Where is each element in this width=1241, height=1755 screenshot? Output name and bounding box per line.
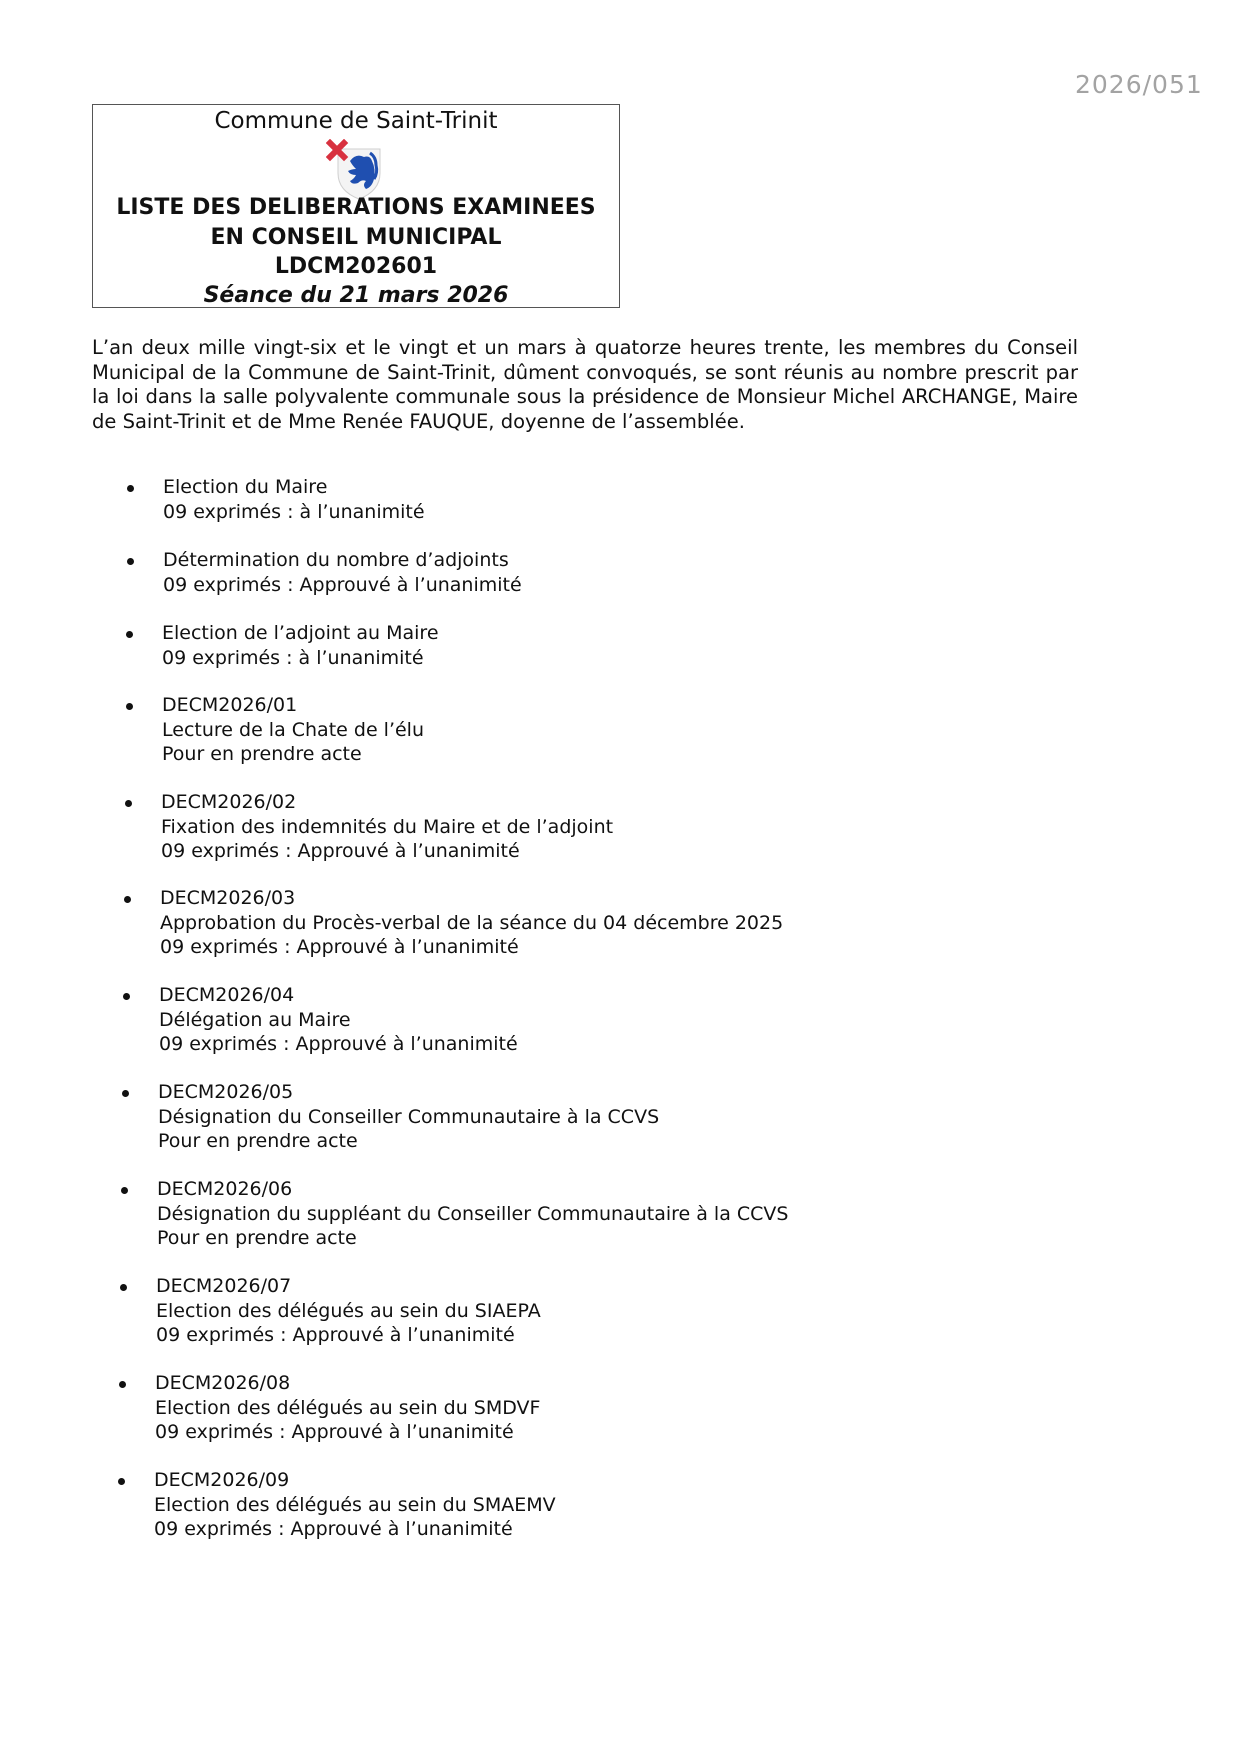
deliberation-item [162, 693, 424, 767]
bullet-icon [123, 993, 130, 1000]
deliberation-item [163, 548, 522, 597]
deliberation-item [162, 621, 439, 670]
list-code: LDCM202601 [274, 254, 438, 279]
deliberation-subject: Election des délégués au sein du SMAEMV [154, 1493, 556, 1516]
deliberation-item [163, 475, 425, 524]
deliberation-item [158, 1080, 659, 1154]
deliberation-item [159, 983, 518, 1057]
deliberation-code: DECM2026/09 [154, 1469, 290, 1491]
deliberation-code: DECM2026/02 [161, 791, 297, 813]
deliberation-result: 09 exprimés : Approuvé à l’unanimité [163, 573, 522, 596]
deliberation-subject: Détermination du nombre d’adjoints [163, 549, 509, 571]
deliberation-item [160, 886, 783, 960]
deliberation-subject: Election des délégués au sein du SMDVF [155, 1396, 541, 1419]
bullet-icon [127, 558, 134, 565]
bullet-icon [127, 485, 134, 492]
bullet-icon [118, 1478, 125, 1485]
deliberation-subject: Approbation du Procès-verbal de la séance du 04 décembre 2025 [160, 911, 784, 934]
deliberation-item [154, 1468, 556, 1542]
document-title-line-1: LISTE DES DELIBERATIONS EXAMINEES [116, 195, 596, 220]
deliberation-subject: Désignation du suppléant du Conseiller Communautaire à la CCVS [157, 1202, 789, 1225]
deliberation-result: 09 exprimés : à l’unanimité [163, 500, 425, 523]
deliberation-code: DECM2026/01 [162, 694, 298, 716]
deliberation-code: DECM2026/03 [160, 887, 296, 909]
deliberation-subject: Election des délégués au sein du SIAEPA [156, 1299, 541, 1322]
deliberation-subject: Lecture de la Chate de l’élu [162, 718, 425, 741]
deliberation-result: Pour en prendre acte [157, 1227, 357, 1249]
deliberation-code: DECM2026/07 [156, 1275, 292, 1297]
deliberation-result: 09 exprimés : Approuvé à l’unanimité [154, 1518, 513, 1540]
deliberation-subject: Election de l’adjoint au Maire [162, 622, 439, 644]
deliberation-result: 09 exprimés : Approuvé à l’unanimité [155, 1421, 514, 1443]
bullet-icon [125, 800, 132, 807]
deliberation-item [161, 790, 613, 864]
bullet-icon [126, 631, 133, 638]
deliberation-subject: Délégation au Maire [159, 1008, 351, 1031]
bullet-icon [124, 896, 131, 903]
commune-name: Commune de Saint-Trinit [214, 108, 498, 134]
document-header-box [92, 104, 620, 308]
document-reference-number: 2026/051 [1075, 70, 1203, 99]
bullet-icon [121, 1187, 128, 1194]
deliberation-subject: Désignation du Conseiller Communautaire à la CCVS [158, 1105, 660, 1128]
deliberation-result: Pour en prendre acte [162, 743, 362, 765]
bullet-icon [120, 1284, 127, 1291]
deliberation-result: 09 exprimés : Approuvé à l’unanimité [161, 840, 520, 862]
bullet-icon [119, 1381, 126, 1388]
deliberation-subject: Election du Maire [163, 476, 328, 498]
deliberation-subject: Fixation des indemnités du Maire et de l’adjoint [161, 815, 614, 838]
intro-paragraph: L’an deux mille vingt-six et le vingt et un mars à quatorze heures trente, les membres du Conseil Municipal de la Commune de Saint-Trinit, dûment convoqués, se sont réunis au nombre prescrit par la loi dans la salle polyvalente communale sous la présidence de Monsieur Michel ARCHANGE, Maire de Saint-Trinit et de Mme Renée FAUQUE, doyenne de l’assemblée. [92, 336, 1078, 433]
bullet-icon [126, 703, 133, 710]
deliberation-result: 09 exprimés : Approuvé à l’unanimité [156, 1324, 515, 1346]
session-date: Séance du 21 mars 2026 [203, 283, 509, 308]
deliberation-item [155, 1371, 540, 1445]
document-title-line-2: EN CONSEIL MUNICIPAL [210, 225, 502, 250]
deliberation-item [157, 1177, 788, 1251]
coat-of-arms-icon [326, 139, 386, 201]
deliberation-result: Pour en prendre acte [158, 1130, 358, 1152]
deliberation-result: 09 exprimés : Approuvé à l’unanimité [160, 936, 519, 958]
bullet-icon [122, 1090, 129, 1097]
deliberation-code: DECM2026/05 [158, 1081, 294, 1103]
deliberation-item [156, 1274, 541, 1348]
deliberation-code: DECM2026/08 [155, 1372, 291, 1394]
deliberation-code: DECM2026/04 [159, 984, 295, 1006]
deliberation-code: DECM2026/06 [157, 1178, 293, 1200]
deliberation-result: 09 exprimés : à l’unanimité [162, 646, 424, 669]
deliberation-result: 09 exprimés : Approuvé à l’unanimité [159, 1033, 518, 1055]
